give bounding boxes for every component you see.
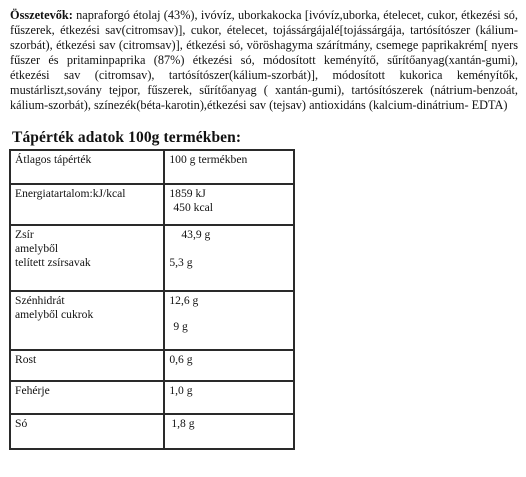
table-row-header: [10, 150, 294, 184]
table-row-fibre: [10, 350, 294, 381]
fibre-label-cell: [10, 350, 164, 381]
nutrition-heading: Tápérték adatok 100g termékben:: [12, 129, 242, 146]
header-value: 100 g termékben: [169, 153, 248, 166]
carbohydrate-label: Szénhidrát: [15, 294, 65, 307]
energy-kj-value: 1859 kJ: [169, 187, 206, 200]
saturated-fat-value: 5,3 g: [169, 256, 193, 269]
carbohydrate-value-cell: [164, 291, 294, 350]
fibre-value-cell: [164, 350, 294, 381]
ingredients-paragraph: [10, 8, 518, 113]
salt-value-cell: [164, 414, 294, 449]
fat-value: 43,9 g: [181, 228, 211, 241]
table-row-fat: [10, 225, 294, 291]
saturated-fat-label: telített zsírsavak: [15, 256, 91, 269]
table-row-salt: [10, 414, 294, 449]
fat-label-cell: [10, 225, 164, 291]
protein-label: Fehérje: [15, 384, 50, 397]
fat-value-cell: [164, 225, 294, 291]
header-label-cell: [10, 150, 164, 184]
protein-value: 1,0 g: [169, 384, 193, 397]
fat-label: Zsír: [15, 228, 34, 241]
fibre-label: Rost: [15, 353, 37, 366]
salt-label: Só: [15, 417, 28, 430]
table-row-protein: [10, 381, 294, 414]
energy-label-cell: [10, 184, 164, 225]
salt-label-cell: [10, 414, 164, 449]
fat-sub-label: amelyből: [15, 242, 59, 255]
energy-value-cell: [164, 184, 294, 225]
fibre-value: 0,6 g: [169, 353, 193, 366]
header-value-cell: [164, 150, 294, 184]
sugars-label: amelyből cukrok: [15, 308, 94, 321]
table-row-energy: [10, 184, 294, 225]
protein-label-cell: [10, 381, 164, 414]
header-label: Átlagos tápérték: [15, 153, 92, 166]
energy-label: Energiatartalom:kJ/kcal: [15, 187, 126, 200]
carbohydrate-label-cell: [10, 291, 164, 350]
nutrition-table: [9, 149, 295, 450]
carbohydrate-value: 12,6 g: [169, 294, 199, 307]
sugars-value: 9 g: [173, 320, 188, 333]
energy-kcal-value: 450 kcal: [173, 201, 213, 214]
ingredients-label: Összetevők:: [10, 8, 73, 22]
salt-value: 1,8 g: [171, 417, 195, 430]
protein-value-cell: [164, 381, 294, 414]
table-row-carbohydrate: [10, 291, 294, 350]
ingredients-text: napraforgó étolaj (43%), ivóvíz, uborkakocka [ivóvíz,uborka, ételecet, cukor, étkezési só, fűszerek, étkezési sav(citromsav)], cukor, ételecet, tojássárgájalé[tojássárgája, tartósítószer (kálium-szorbát), étkezési sav (citromsav)], étkezési só, vöröshagyma szárítmány, csemege paprikakrém[ nyers fűszer és pritaminpaprika (87%) étkezési só, módosított keményítő, sűrítőanyag(xantán-gumi), étkezési sav (citromsav), tartósítószer(kálium-szorbát)], módosított kukorica keményítők, mustárliszt,sovány tejpor, fűszerek, sűrítőanyag ( xantán-gumi), tartósítószerek (nátrium-benzoát, kálium-szorbát), színezék(béta-karotin),étkezési sav (tejsav) antioxidáns (kalcium-dinátrium- EDTA): [10, 8, 518, 112]
